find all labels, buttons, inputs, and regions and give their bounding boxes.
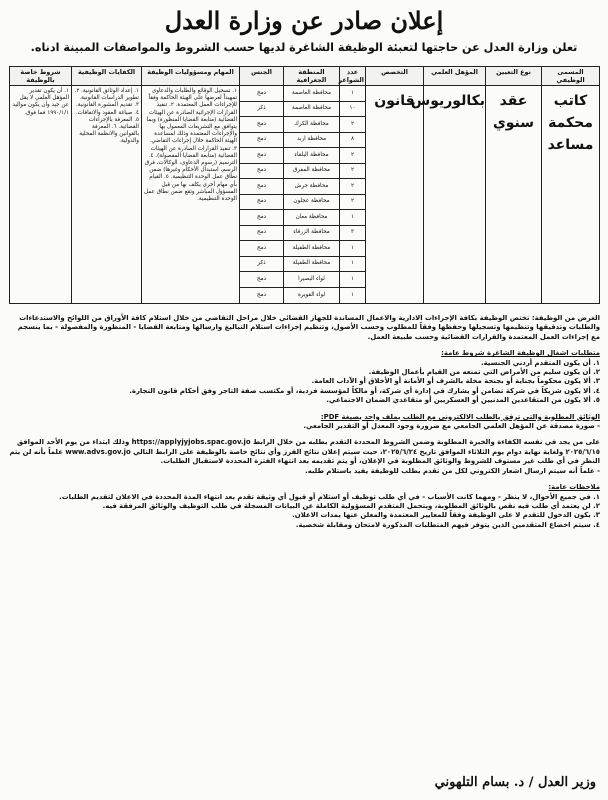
documents-title: الوثائق المطلوبة والتي ترفق بالطلب الالكتروني مع الطلب بملف واحد بصيغة PDF: — [320, 412, 600, 421]
notes-section — [8, 483, 600, 530]
competencies-cell: ١. إعداد الوثائق القانونية. ٢. تطوير الدراسات القانونية. ٣. تقديم المشورة القانونية. ٤. صياغة العقود والاتفاقات. ٥. المعرفة بالإجراءات القضائية. ٦. المعرفة بالقوانين والانظمة المحلية والدولية. — [72, 86, 142, 304]
region-row-region: لواء البصيرا — [284, 272, 339, 288]
region-row-region: محافظة العاصمة — [284, 86, 339, 102]
region-row-region: محافظة الكرك — [284, 117, 339, 133]
region-row-region: لواء القويرة — [297, 291, 326, 298]
requirements-section — [8, 349, 600, 405]
region-row-region: محافظة عجلون — [284, 195, 339, 211]
header-special-conditions: شروط خاصة بالوظيفة — [10, 67, 72, 86]
region-row-gender: دمج — [240, 148, 283, 164]
header-appointment-type: نوع التعيين — [486, 67, 542, 86]
region-row-gender: دمج — [240, 210, 283, 226]
region-row-region: محافظة العاصمة — [284, 102, 339, 118]
requirements-title: متطلبات اشغال الوظيفة الشاغرة شروط عامة: — [441, 349, 600, 358]
region-row-region: محافظة البلقاء — [284, 148, 339, 164]
list-item: ١. في جميع الأحوال، لا ينظر - ومهما كانت الأسباب - في أي طلب توظيف أو استلام أو قبول أي وثيقة تقدم بعد انتهاء المدة المحددة في الاعلان لتقديم الطلبات. — [59, 492, 600, 501]
region-row-gender: دمج — [240, 179, 283, 195]
list-item: ٢. أن يكون سليم من الأمراض التي تمنعه من القيام بأعمال الوظيفة. — [368, 368, 600, 377]
region-row-region: محافظة معان — [284, 210, 339, 226]
announcement-intro: تعلن وزارة العدل عن حاجتها لتعبئة الوظيفة الشاغرة لديها حسب الشروط والمواصفات المبينة ادناه. — [30, 41, 578, 54]
job-title-cell: كاتب محكمة مساعد — [542, 86, 600, 304]
specialization-cell: قانون — [366, 86, 424, 304]
region-row-gender: دمج — [256, 291, 267, 298]
notes-title: ملاحظات عامة: — [548, 483, 600, 492]
list-item: ٤. سيتم اخضاع المتقدمين الذين يتوفر فيهم المتطلبات المذكورة لامتحان ومقابلة شخصية. — [295, 520, 600, 529]
region-row-count: ٢ — [340, 179, 365, 195]
list-item: ٤. ألا يكون شريكاً في شركة تضامن أو يشارك في إدارة أي شركة، أو مالكاً لمؤسسة فردية، أو مكتسب صفة التاجر وفق أحكام قانون التجارة. — [129, 386, 600, 395]
list-item: ٢. لن يعتمد أي طلب فيه نقص بالوثائق المطلوبة، ويتحمل المتقدم المسؤولية الكاملة عن البيانات المسجلة في طلب التوظيف والوثائق المرفقة فيه. — [102, 501, 600, 510]
region-row-count: ٢ — [340, 195, 365, 211]
region-row-region: محافظة اربد — [284, 133, 339, 149]
vacancies-column — [340, 86, 366, 304]
header-job-title: المسمى الوظيفي — [542, 67, 600, 86]
header-tasks: المهام ومسؤوليات الوظيفة — [142, 67, 240, 86]
region-row-gender: دمج — [240, 164, 283, 180]
special-conditions-cell: ١. أن يكون تقدير المؤهل العلمي لا يقل عن جيد وأن يكون مواليد ١٩٩٠/١/١ فما فوق. — [10, 86, 72, 304]
region-row-gender: دمج — [240, 117, 283, 133]
list-item: ٥. ألا يكون من المتقاعدين المدنيين أو العسكريين أو متقاعدي الضمان الاجتماعي. — [326, 396, 600, 405]
region-column — [284, 86, 340, 304]
region-row-count: ١ — [340, 272, 365, 288]
jobs-table — [9, 66, 600, 304]
table-header-row — [10, 67, 600, 86]
region-row-region: محافظة جرش — [284, 179, 339, 195]
region-row-count: ١٠ — [340, 102, 365, 118]
list-item: ٣. ألا يكون محكوماً بجناية أو بجنحة مخلة بالشرف أو الأمانة أو الأخلاق أو الآداب العامة. — [311, 377, 600, 386]
job-purpose: الغرض من الوظيفة: تختص الوظيفة بكافة الإجراءات الادارية والاعمال المساندة للجهاز القضائي خلال مراحل التقاضي من خلال استلام كافة الأوراق من اللوائح والاستدعاءات والطلبات وتدقيقها وتنظيمها وتسجيلها وحفظها وفقاً للمطلوب وحسب الأصول، وتنظيم إجراءات استلام التباليغ وارسالها ومتابعة القضايا - المنظورة والمفصولة - بما ينسجم مع إجراءات العمل المعتمدة والقرارات القضائية وحسب طبيعة العمل. — [17, 314, 600, 341]
region-row-count: ١ — [340, 210, 365, 226]
region-row-gender: دمج — [240, 241, 283, 257]
table-row — [10, 86, 600, 304]
region-row-gender: ذكر — [240, 102, 283, 118]
region-row-region: محافظة المفرق — [284, 164, 339, 180]
list-item: ١. أن يكون المتقدم أردني الجنسية. — [480, 358, 600, 367]
region-row-count: ٢ — [340, 164, 365, 180]
region-row-count: ٢ — [340, 117, 365, 133]
qualification-cell: بكالوريوس — [424, 86, 486, 304]
region-row-count: ٢ — [340, 148, 365, 164]
header-qualification: المؤهل العلمي — [424, 67, 486, 86]
header-region: المنطقة الجغرافية — [284, 67, 340, 86]
region-row-count: ١ — [351, 291, 355, 298]
notification-note: - علماً أنه سيتم ارسال اشعار الكتروني لكل من تقدم بطلب للوظيفة يفيد باستلام طلبه. — [305, 466, 600, 475]
region-row-count: ٣ — [340, 226, 365, 242]
minister-signature: وزير العدل / د. بسام التلهوني — [434, 775, 596, 790]
region-row-gender: دمج — [240, 133, 283, 149]
header-specialization: التخصص — [366, 67, 424, 86]
list-item: ٣. يكون الدخول للتقدم لا على الوظيفة وفقاً للمعايير المعتمدة والمعلن عنها بمدات الاعلان. — [292, 511, 600, 520]
region-row-count: ٨ — [340, 133, 365, 149]
region-row-count: ١ — [340, 241, 365, 257]
region-row-gender: دمج — [240, 272, 283, 288]
region-row-region: محافظة الطفيلة — [284, 257, 339, 273]
apply-instructions: على من يجد في نفسه الكفاءة والخبرة المطلوبة وضمن الشروط المحددة التقدم بطلبه من خلال الرابط https://applyjyjobs.spac.gov.jo وذلك ابتداء من يوم الأحد الموافق ٢٠٢٥/٦/١٥ ولغاية نهاية دوام يوم الثلاثاء الموافق تاريخ ٢٠٢٥/٦/٢٤، حيث سيتم إعلان نتائج الفرز وأي نتائج خاصة بالوظيفة على الرابط التالي www.advs.gov.jo علماً بأنه لن يتم النظر في أي طلب غير مستوف للشروط والوثائق المطلوبة في الإعلان، أو يتم تقديمه بعد انتهاء الفترة المحددة لاستقبال الطلبات. — [9, 438, 600, 466]
header-vacancies: عدد الشواغر — [338, 68, 364, 84]
list-item: - صورة مصدقة عن المؤهل العلمي الجامعي مع ضرورة وجود المعدل أو التقدير الجامعي. — [303, 422, 600, 431]
header-competencies: الكفايات الوظيفية — [72, 67, 142, 86]
announcement-title: إعلان صادر عن وزارة العدل — [164, 6, 444, 35]
region-row-gender: دمج — [240, 226, 283, 242]
tasks-cell: ١. تسجيل الوقائع والطلبات والدعاوى تمهيداً لعرضها على الهيئة الحاكمة وفقاً للإجراءات العمل المعتمدة. ٢. تنفيذ القرارات الإجرائية الصادرة عن الهيئات القضائية (متابعة القضايا المنظورة) وبما يتوافق مع التشريعات المعمول بها والإجراءات المعتمدة وذلك لمساعدة الهيئة الحاكمة خلال إجراءات التقاضي. ٣. تنفيذ القرارات الصادرة عن الهيئات القضائية (متابعة القضايا المفصولة). ٤. الترسيم (رسوم الدعاوى، الوكالات، فرق الرسم، استبدال الأحكام وغيرها) ضمن نطاق عمل الوحدة التنظيمية. ٥. القيام بأي مهام أخرى يكلف بها من قبل المسؤول المباشر وتقع ضمن نطاق عمل الوحدة التنظيمية. — [142, 86, 240, 304]
region-row-gender: دمج — [240, 195, 283, 211]
region-row-gender: دمج — [240, 86, 283, 102]
header-gender: الجنس — [240, 67, 284, 86]
region-row-region: محافظة الطفيلة — [284, 241, 339, 257]
gender-column — [240, 86, 284, 304]
documents-section — [8, 413, 600, 432]
region-row-gender: ذكر — [240, 257, 283, 273]
region-row-count: ١ — [340, 257, 365, 273]
region-row-count: ١ — [340, 86, 365, 102]
appointment-type-cell: عقد سنوي — [486, 86, 542, 304]
region-row-region: محافظة الزرقاء — [284, 226, 339, 242]
